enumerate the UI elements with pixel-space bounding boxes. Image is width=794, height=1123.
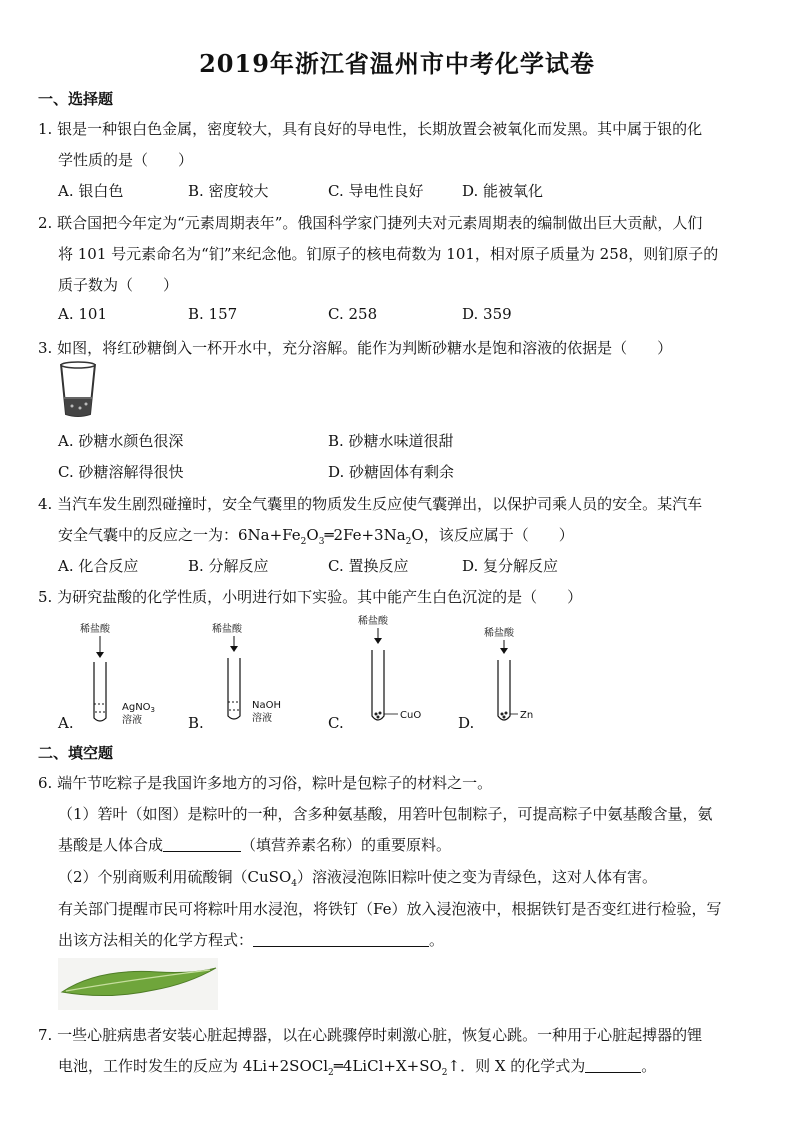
q4-sub1: 2 <box>300 537 307 547</box>
section-heading-choice: 一、选择题 <box>38 90 114 108</box>
q7-eq-part2: ═4LiCl+X+SO <box>333 1057 442 1075</box>
q2-line1: 2. 联合国把今年定为“元素周期表年”。俄国科学家门捷列夫对元素周期表的编制做出巨大贡献，人们 <box>38 214 703 232</box>
q4-line1: 4. 当汽车发生剧烈碰撞时，安全气囊里的物质发生反应使气囊弹出，以保护司乘人员的安全。某汽车 <box>38 495 703 513</box>
q6-answer-blank-2[interactable] <box>253 932 429 947</box>
q6-line4 <box>58 866 657 889</box>
q7-answer-blank[interactable] <box>585 1058 641 1073</box>
q2-line2: 将 101 号元素命名为“钔”来纪念他。钔原子的核电荷数为 101，相对原子质量为 258，则钔原子的 <box>58 245 719 263</box>
q2-option-a: A. 101 <box>58 305 107 323</box>
q4-eq-part1: 安全气囊中的反应之一为：6Na+Fe <box>58 526 301 544</box>
test-tube-d-figure <box>478 622 558 732</box>
acid-label-b: 稀盐酸 <box>212 624 242 635</box>
q7-eq-part1: 电池，工作时发生的反应为 4Li+2SOCl <box>58 1057 329 1075</box>
q6-line4-part1: （2）个别商贩利用硫酸铜（CuSO <box>58 868 292 886</box>
reagent-cuo-label: CuO <box>400 710 422 721</box>
acid-label-c: 稀盐酸 <box>358 616 388 627</box>
q6-line3-part1: 基酸是人体合成 <box>58 836 164 854</box>
q6-line4-sub: 4 <box>291 879 297 889</box>
q4-option-c: C. 置换反应 <box>328 557 409 575</box>
q4-sub3: 2 <box>405 537 412 547</box>
q5-line1: 5. 为研究盐酸的化学性质，小明进行如下实验。其中能产生白色沉淀的是（ ） <box>38 588 583 606</box>
q3-option-c: C. 砂糖溶解得很快 <box>58 463 184 481</box>
sugar-beaker-figure <box>58 360 98 420</box>
page-title: 2019年浙江省温州市中考化学试卷 <box>199 49 595 78</box>
q7-line2 <box>58 1055 656 1078</box>
q1-option-b: B. 密度较大 <box>188 182 269 200</box>
q3-option-a: A. 砂糖水颜色很深 <box>58 432 184 450</box>
q3-option-b: B. 砂糖水味道很甜 <box>328 432 454 450</box>
reagent-naoh-label: NaOH <box>252 700 281 711</box>
q1-option-d: D. 能被氧化 <box>462 182 544 200</box>
q4-eq-part2: O <box>306 526 319 544</box>
reagent-agno3-label: AgNO$_3$ <box>122 702 156 714</box>
q1-option-a: A. 银白色 <box>58 182 124 200</box>
test-tube-a-figure <box>78 620 168 730</box>
q6-line6-part1: 出该方法相关的化学方程式： <box>58 931 254 949</box>
q6-line6-part2: 。 <box>429 931 445 949</box>
section-heading-fill: 二、填空题 <box>38 744 114 762</box>
q4-option-b: B. 分解反应 <box>188 557 269 575</box>
q7-sub1: 2 <box>328 1068 334 1078</box>
q5-option-b: B. <box>188 714 204 732</box>
q2-option-c: C. 258 <box>328 305 378 323</box>
q6-answer-blank-1[interactable] <box>163 837 241 852</box>
q4-option-a: A. 化合反应 <box>58 557 139 575</box>
q1-line2: 学性质的是（ ） <box>58 151 194 169</box>
q2-option-b: B. 157 <box>188 305 238 323</box>
acid-label-a: 稀盐酸 <box>80 624 110 635</box>
q7-eq-part3: ↑．则 X 的化学式为 <box>447 1057 586 1075</box>
q2-line3: 质子数为（ ） <box>58 276 179 294</box>
acid-label-d: 稀盐酸 <box>484 628 514 639</box>
q7-line1: 7. 一些心脏病患者安装心脏起搏器，以在心跳骤停时刺激心脏，恢复心跳。一种用于心脏起搏器的锂 <box>38 1026 703 1044</box>
q2-option-d: D. 359 <box>462 305 512 323</box>
reagent-agno3-solution: 溶液 <box>122 715 142 726</box>
q7-eq-part4: 。 <box>641 1057 657 1075</box>
q6-line3-part2: （填营养素名称）的重要原料。 <box>241 836 452 854</box>
q7-sub2: 2 <box>441 1068 448 1078</box>
q4-option-d: D. 复分解反应 <box>462 557 559 575</box>
q4-line2 <box>58 524 574 547</box>
q1-line1: 1. 银是一种银白色金属，密度较大，具有良好的导电性，长期放置会被氧化而发黑。其中属于银的化 <box>38 120 703 138</box>
q5-option-a: A. <box>58 714 74 732</box>
test-tube-b-figure <box>210 620 300 730</box>
q6-line1: 6. 端午节吃粽子是我国许多地方的习俗，粽叶是包粽子的材料之一。 <box>38 774 493 792</box>
bamboo-leaf-figure <box>58 958 218 1010</box>
q5-option-c: C. <box>328 714 344 732</box>
q5-option-d: D. <box>458 714 475 732</box>
q6-line4-part2: ）溶液浸泡陈旧粽叶使之变为青绿色，这对人体有害。 <box>297 868 658 886</box>
q6-line3 <box>58 834 451 855</box>
q4-sub2: 3 <box>318 537 325 547</box>
reagent-naoh-solution: 溶液 <box>252 713 272 724</box>
q6-line2: （1）箬叶（如图）是粽叶的一种，含多种氨基酸，用箬叶包制粽子，可提高粽子中氨基酸含量，氨 <box>58 805 713 823</box>
q1-option-c: C. 导电性良好 <box>328 182 424 200</box>
q3-option-d: D. 砂糖固体有剩余 <box>328 463 455 481</box>
q4-eq-part4: O，该反应属于（ ） <box>411 526 574 544</box>
q6-line6 <box>58 929 444 950</box>
q4-eq-part3: ═2Fe+3Na <box>324 526 406 544</box>
reagent-zn-label: Zn <box>520 710 534 721</box>
test-tube-c-figure <box>350 610 440 730</box>
q3-line1: 3. 如图，将红砂糖倒入一杯开水中，充分溶解。能作为判断砂糖水是饱和溶液的依据是（ ） <box>38 339 673 357</box>
q6-line5: 有关部门提醒市民可将粽叶用水浸泡，将铁钉（Fe）放入浸泡液中，根据铁钉是否变红进行检验，写 <box>58 900 722 918</box>
